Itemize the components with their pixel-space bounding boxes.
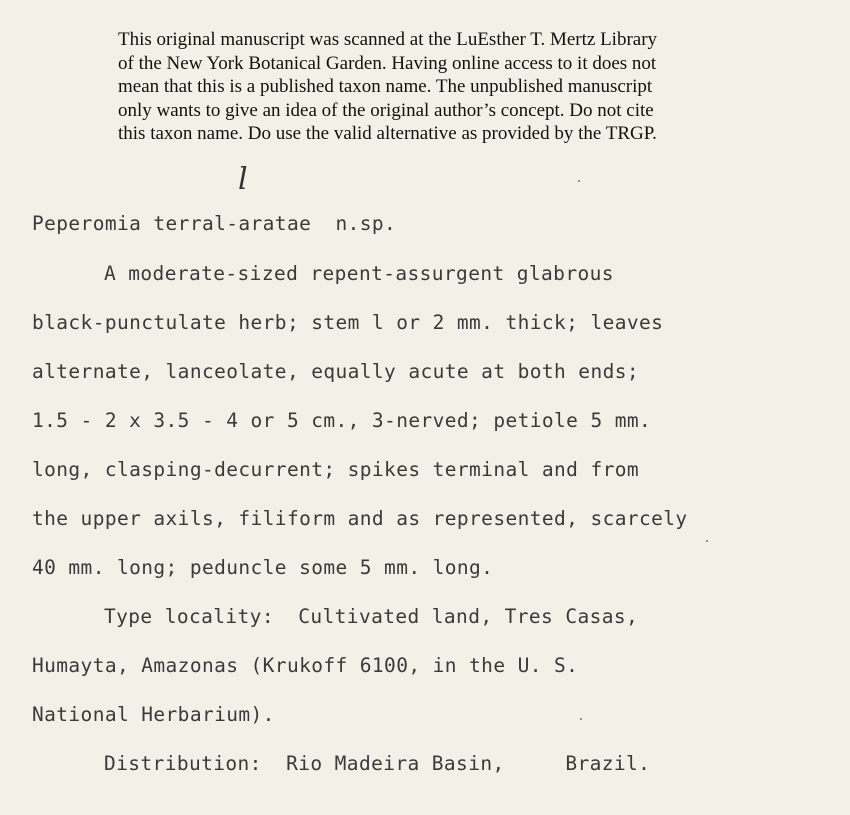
description-line: alternate, lanceolate, equally acute at both ends;	[32, 360, 639, 383]
paper-speck	[706, 540, 708, 542]
description-line: long, clasping-decurrent; spikes terminal and from	[32, 458, 639, 481]
notice-line: mean that this is a published taxon name. The unpublished manuscript	[118, 76, 653, 97]
notice-line: this taxon name. Do use the valid alternative as provided by the TRGP.	[118, 123, 657, 144]
type-locality-line: Type locality: Cultivated land, Tres Casas,	[104, 605, 639, 628]
paper-speck	[580, 718, 582, 720]
notice-line: of the New York Botanical Garden. Having online access to it does not	[118, 52, 657, 74]
paper-speck	[578, 180, 580, 182]
species-title: Peperomia terral-aratae n.sp.	[32, 212, 397, 235]
handwritten-correction: l	[238, 162, 248, 197]
notice-line: only wants to give an idea of the original author’s concept. Do not cite	[118, 99, 654, 121]
description-line: black-punctulate herb; stem l or 2 mm. thick; leaves	[32, 311, 664, 334]
type-locality-line: Humayta, Amazonas (Krukoff 6100, in the U. S.	[32, 654, 579, 677]
description-line: A moderate-sized repent-assurgent glabrous	[104, 262, 614, 285]
type-locality-line: National Herbarium).	[32, 703, 275, 726]
description-line: 1.5 - 2 x 3.5 - 4 or 5 cm., 3-nerved; petiole 5 mm.	[32, 409, 652, 432]
description-line: 40 mm. long; peduncle some 5 mm. long.	[32, 556, 494, 579]
description-line: the upper axils, filiform and as represented, scarcely	[32, 507, 688, 530]
distribution-line: Distribution: Rio Madeira Basin, Brazil.	[104, 752, 651, 775]
notice-line: This original manuscript was scanned at the LuEsther T. Mertz Library	[118, 29, 658, 50]
